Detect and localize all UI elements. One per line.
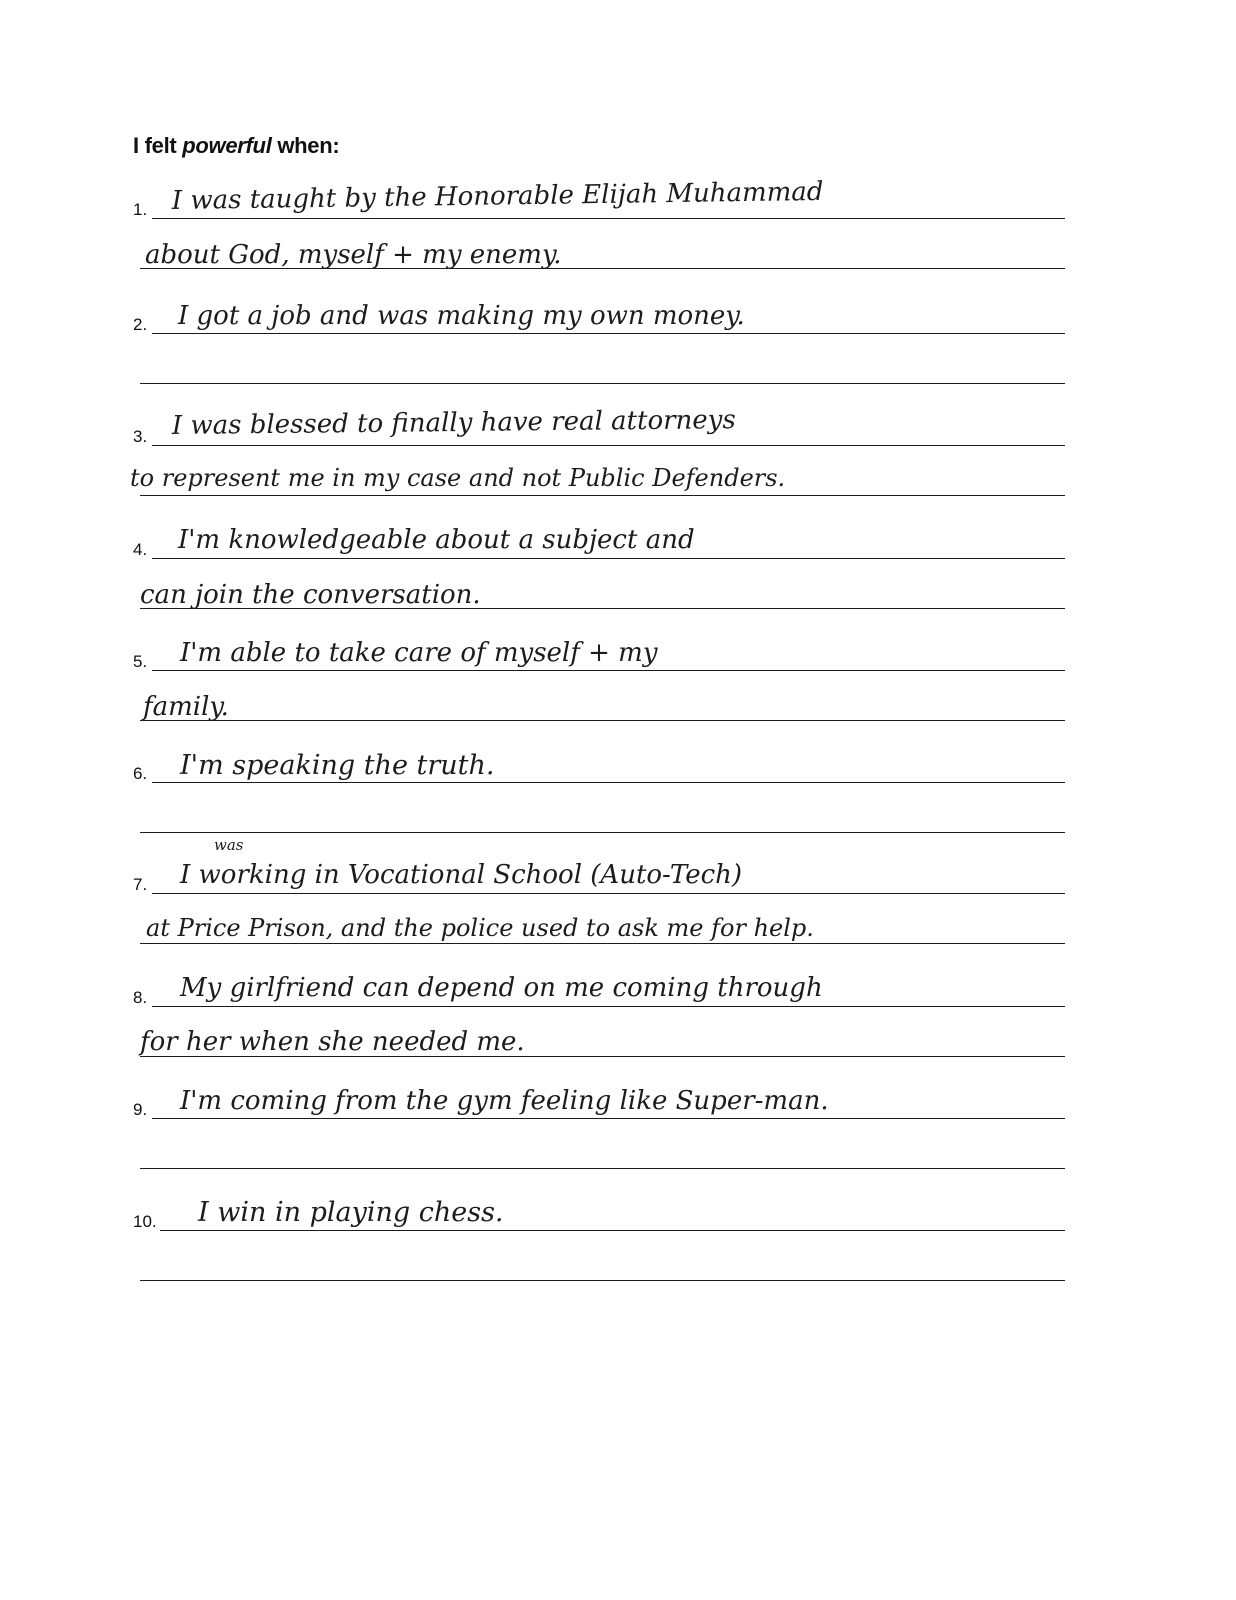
handwritten-insertion: was bbox=[214, 836, 244, 854]
answer-line bbox=[152, 558, 1065, 559]
handwritten-answer: I'm speaking the truth. bbox=[180, 750, 495, 781]
item-number: 3. bbox=[133, 427, 148, 446]
answer-line bbox=[160, 1230, 1065, 1231]
answer-line bbox=[152, 1006, 1065, 1007]
handwritten-answer: I'm knowledgeable about a subject and bbox=[178, 525, 695, 555]
item-number: 4. bbox=[133, 540, 148, 559]
answer-line bbox=[152, 893, 1065, 894]
handwritten-answer: I working in Vocational School (Auto-Tech) bbox=[180, 860, 743, 890]
answer-line bbox=[140, 1280, 1065, 1281]
answer-line bbox=[140, 720, 1065, 721]
answer-line bbox=[140, 495, 1065, 496]
answer-line bbox=[140, 1168, 1065, 1169]
worksheet-title bbox=[133, 133, 339, 159]
handwritten-answer: at Price Prison, and the police used to ask me for help. bbox=[146, 914, 814, 942]
handwritten-answer: family. bbox=[143, 692, 229, 722]
handwritten-answer: I was taught by the Honorable Elijah Muhammad bbox=[171, 176, 824, 216]
item-number: 7. bbox=[133, 875, 148, 894]
answer-line bbox=[152, 670, 1065, 671]
item-number: 2. bbox=[133, 315, 148, 334]
item-number: 8. bbox=[133, 988, 148, 1007]
item-number: 10. bbox=[133, 1212, 157, 1231]
handwritten-answer: for her when she needed me. bbox=[140, 1027, 525, 1057]
handwritten-answer: I win in playing chess. bbox=[198, 1197, 504, 1228]
item-number: 1. bbox=[133, 200, 148, 219]
answer-line bbox=[140, 383, 1065, 384]
item-number: 6. bbox=[133, 764, 148, 783]
answer-line bbox=[152, 333, 1065, 334]
handwritten-answer: I'm able to take care of myself + my bbox=[180, 638, 658, 668]
answer-line bbox=[152, 1118, 1065, 1119]
handwritten-answer: I'm coming from the gym feeling like Super-man. bbox=[180, 1086, 829, 1116]
handwritten-answer: I was blessed to finally have real attorneys bbox=[171, 405, 736, 441]
handwritten-answer: I got a job and was making my own money. bbox=[178, 301, 745, 331]
handwritten-answer: to represent me in my case and not Public Defenders. bbox=[130, 464, 786, 492]
item-number: 9. bbox=[133, 1100, 148, 1119]
answer-line bbox=[140, 832, 1065, 833]
handwritten-answer: can join the conversation. bbox=[140, 580, 481, 610]
title-prefix: I felt bbox=[133, 133, 183, 158]
item-number: 5. bbox=[133, 652, 148, 671]
handwritten-answer: about God, myself + my enemy. bbox=[145, 240, 562, 270]
answer-line bbox=[152, 782, 1065, 783]
handwritten-answer: My girlfriend can depend on me coming through bbox=[180, 973, 823, 1003]
title-suffix: when: bbox=[271, 133, 340, 158]
answer-line bbox=[152, 218, 1065, 219]
answer-line bbox=[140, 943, 1065, 944]
title-emphasis: powerful bbox=[182, 133, 272, 158]
answer-line bbox=[152, 445, 1065, 446]
